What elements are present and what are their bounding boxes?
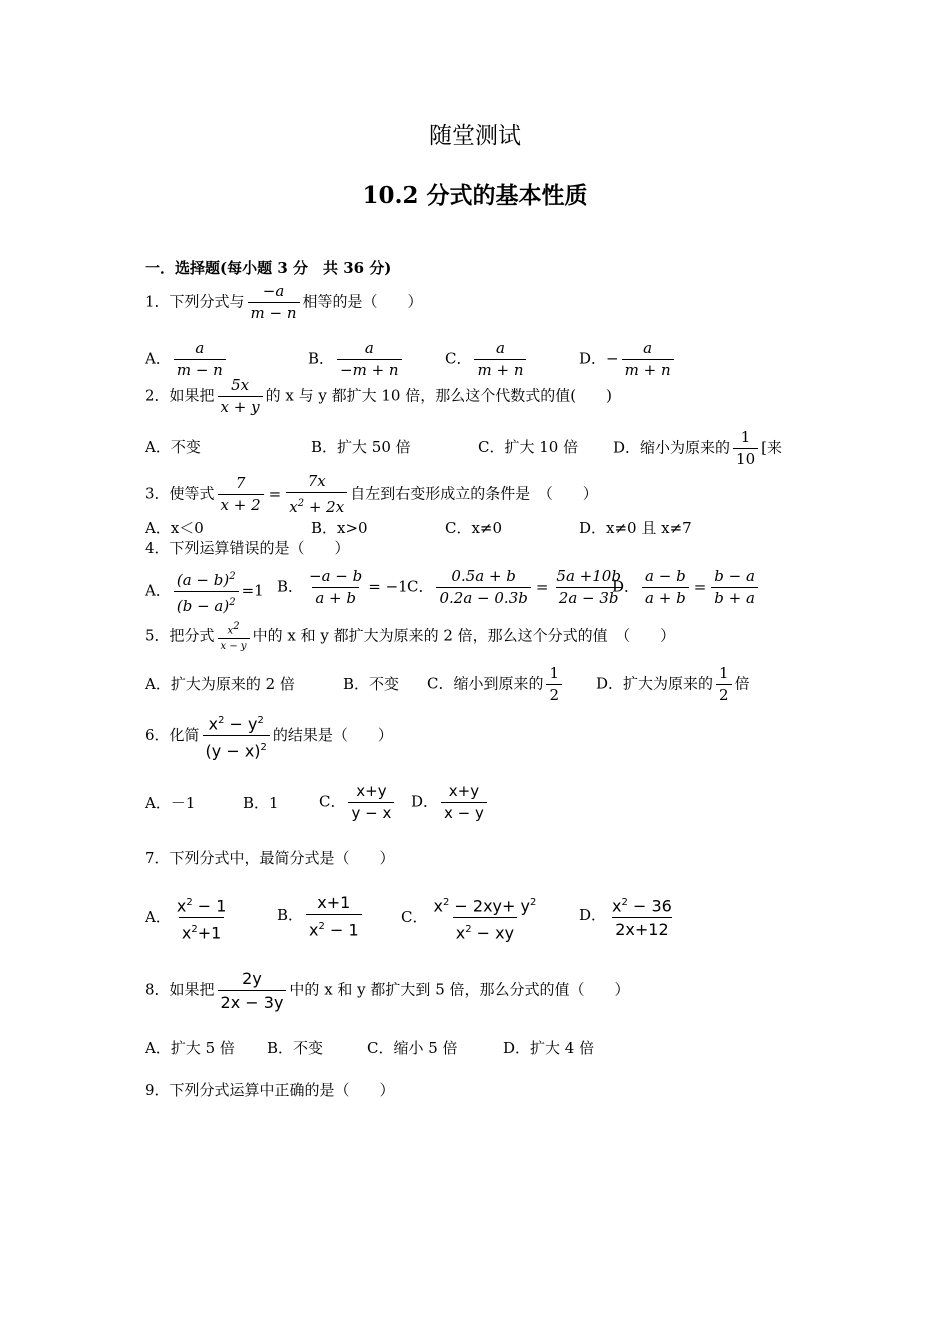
q4-option-a: A． $\frac{(a - b)^2}{(b - a)^2}$ =1 [145,571,264,615]
q7-options [145,892,865,948]
q3-rhs-fraction: $\frac{7x}{x^2 + 2x}$ [286,472,347,517]
q8-options [145,1038,845,1060]
section-heading: 一．选择题(每小题 3 分 共 36 分) [145,259,392,277]
question-8: 8．如果把 $\frac{2y}{2x - 3y}$ 中的 x 和 y 都扩大到 5 倍，那么分式的值（ ） [145,969,630,1012]
q6-option-b: B．1 [243,794,279,812]
q1-option-d: D．− $\frac{a}{m + n}$ [579,339,677,380]
question-6: 6．化简 $\frac{x^2 - y^2}{(y - x)^2}$ 的结果是（ ） [145,710,393,762]
q7-option-c: C． $\frac{x^2 - 2xy+ y^2}{x^2 - xy}$ [401,896,537,943]
q3-option-a: A．x＜0 [145,519,204,537]
question-2: 2．如果把 $\frac{5x}{x + y}$ 的 x 与 y 都扩大 10 倍，那么这个代数式的值( ) [145,376,612,416]
q6-option-c: C． $\frac{x+y}{y - x}$ [319,782,397,823]
q6-option-a: A．－1 [145,794,196,812]
q4-option-d: D． $\frac{a - b}{a + b}$ = $\frac{b - a}{b + a}$ [612,567,761,608]
q5-fraction: $\frac{x2}{x - y}$ [218,620,250,653]
q4-option-c: C． $\frac{0.5a + b}{0.2a - 0.3b}$ = $\frac{5a +10b}{2a - 3b}$ [407,567,621,607]
q5-option-b: B．不变 [343,675,400,693]
q1-option-c: C． $\frac{a}{m + n}$ [445,339,529,380]
q3-option-c: C．x≠0 [445,519,503,537]
q4-option-b: B． $\frac{-a - b}{a + b}$ = −1 [277,567,408,607]
q2-option-b: B．扩大 50 倍 [311,438,411,456]
q1-option-a: A． $\frac{a}{m - n}$ [145,339,229,380]
q3-lhs-fraction: $\frac{7}{x + 2}$ [218,474,264,515]
q1-fraction: $\frac{-a}{m - n}$ [248,282,300,323]
q1-stem-post: 相等的是（ ） [302,292,423,311]
page-subtitle: 10.2 分式的基本性质 [362,182,588,209]
q8-option-a: A．扩大 5 倍 [145,1039,235,1057]
q2-option-d: D．缩小为原来的 $\frac{1}{10}$ [来 [613,428,782,468]
q7-option-a: A． $\frac{x^2 - 1}{x^2+1}$ [145,896,227,943]
q5-option-d: D．扩大为原来的 $\frac{1}{2}$ 倍 [596,664,750,704]
q2-fraction: $\frac{5x}{x + y}$ [218,376,263,417]
q4-options [145,565,845,613]
q7-option-d: D． $\frac{x^2 - 36}{2x+12}$ [579,896,672,940]
q2-option-a: A．不变 [145,438,201,456]
question-7: 7．下列分式中，最简分式是（ ） [145,849,395,867]
q3-options [145,518,845,540]
question-9: 9．下列分式运算中正确的是（ ） [145,1081,395,1099]
q1-stem-pre: 1．下列分式与 [145,292,245,311]
q1-option-b: B． $\frac{a}{-m + n}$ [308,339,405,380]
q6-option-d: D． $\frac{x+y}{x - y}$ [411,782,490,823]
q6-fraction: $\frac{x^2 - y^2}{(y - x)^2}$ [203,710,270,762]
q8-fraction: $\frac{2y}{2x - 3y}$ [218,968,287,1013]
q5-option-a: A．扩大为原来的 2 倍 [145,675,295,693]
q8-option-d: D．扩大 4 倍 [503,1039,595,1057]
q1-options [145,329,845,379]
q3-option-d: D．x≠0 且 x≠7 [579,519,692,537]
q8-option-c: C．缩小 5 倍 [367,1039,458,1057]
q2-option-c: C．扩大 10 倍 [478,438,579,456]
question-1 [145,282,423,323]
q3-option-b: B．x>0 [311,519,368,537]
q2-options [145,428,845,472]
q7-option-b: B． $\frac{x+1}{x^2 - 1}$ [277,892,365,940]
q6-options [145,780,845,826]
question-3: 3．使等式 $\frac{7}{x + 2}$ = $\frac{7x}{x^2 + 2x}$ 自左到右变形成立的条件是 （ ） [145,472,598,516]
question-4: 4．下列运算错误的是（ ） [145,539,350,557]
q5-option-c: C．缩小到原来的 $\frac{1}{2}$ [427,664,565,705]
page-title: 随堂测试 [429,123,521,149]
q8-option-b: B．不变 [267,1039,324,1057]
q5-options [145,661,845,707]
question-5: 5．把分式 $\frac{x2}{x - y}$ 中的 x 和 y 都扩大为原来的 2 倍，那么这个分式的值 （ ） [145,621,676,653]
